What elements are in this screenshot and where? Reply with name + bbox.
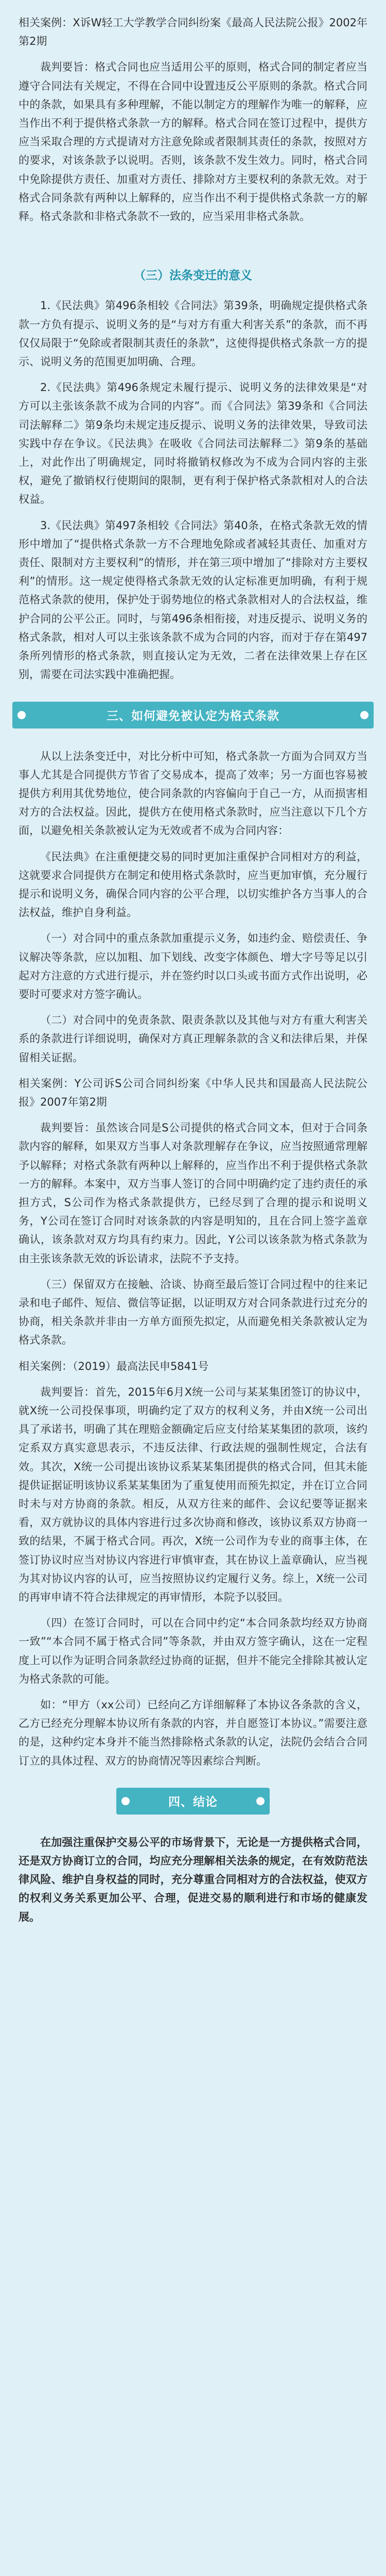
paragraph: 如：“甲方（xx公司）已经向乙方详细解释了本协议各条款的含义，乙方已经充分理解本协议所有条款的内容，并自愿签订本协议。”需要注意的是，这种约定本身并不能当然排除格式条款的认定，法院仍会结合合同订立的具体过程、双方的协商情况等因素综合判断。 <box>19 1699 367 1767</box>
paragraph: 裁判要旨：首先，2015年6月X统一公司与某某集团签订的协议中，就X统一公司投保事项，明确约定了双方的权利义务，并由X统一公司出具了承诺书，明确了其在理赔金额确定后应支付给某某集团的款项，该约定系双方真实意思表示，不违反法律、行政法规的强制性规定，合法有效。其次，X统一公司提出该协议系某某集团提供的格式合同，但其未能提供证据证明该协议系某某集团为了重复使用而预先拟定，并在订立合同时未与对方协商的条款。相反，从双方往来的邮件、会议纪要等证据来看，双方就协议的具体内容进行过多次协商和修改，该协议系双方协商一致的结果，不属于格式合同。再次，X统一公司作为专业的商事主体，在签订协议时应当对协议内容进行审慎审查，其在协议上盖章确认，应当视为其对协议内容的认可，应当按照协议约定履行义务。综上，X统一公司的再审申请不符合法律规定的再审情形，本院予以驳回。 <box>19 1385 367 1604</box>
paragraph: 1.《民法典》第496条相较《合同法》第39条，明确规定提供格式条款一方负有提示、说明义务的是“与对方有重大利害关系”的条款，而不再仅仅局限于“免除或者限制其责任的条款”，这使得提供格式条款一方的提示、说明义务的范围更加明确、合理。 <box>19 299 367 368</box>
section-case-x <box>19 13 367 251</box>
section-banner-avoid <box>12 702 374 728</box>
section-avoid <box>19 747 367 1770</box>
bullet-dot-icon <box>360 711 369 719</box>
paragraph: （一）对合同中的重点条款加重提示义务，如违约金、赔偿责任、争议解决等条款，应以加粗、加下划线、改变字体颜色、增大字号等足以引起对方注意的方式进行提示，并在签约时以口头或书面方式作出说明，必要时可要求对方签字确认。 <box>19 932 367 1001</box>
paragraph: （二）对合同中的免责条款、限责条款以及其他与对方有重大利害关系的条款进行详细说明，确保对方真正理解条款的含义和法律后果，并保留相关证据。 <box>19 1014 367 1064</box>
banner-title: 四、结论 <box>168 1795 218 1809</box>
section-significance <box>19 296 367 684</box>
paragraph: 从以上法条变迁中，对比分析中可知，格式条款一方面为合同双方当事人尤其是合同提供方节省了交易成本，提高了效率；另一方面也容易被提供方利用其优势地位，使合同条款的内容偏向于自己一方，从而损害相对方的合法权益。因此，提供方在使用格式条款时，应当注意以下几个方面，以避免相关条款被认定为无效或者不成为合同内容： <box>19 750 367 837</box>
paragraph: （四）在签订合同时，可以在合同中约定“本合同条款均经双方协商一致”“本合同不属于格式合同”等条款，并由双方签字确认，这在一定程度上可以作为证明合同条款经过协商的证据，但并不能完全排除其被认定为格式条款的可能。 <box>19 1617 367 1685</box>
heading-significance: （三）法条变迁的意义 <box>134 269 252 283</box>
paragraph: （三）保留双方在接触、洽谈、协商至最后签订合同过程中的往来记录和电子邮件、短信、微信等证据，以证明双方对合同条款进行过充分的协商，相关条款并非由一方单方面预先拟定，从而避免相关条款被认定为格式条款。 <box>19 1278 367 1347</box>
paragraph: 相关案例：Y公司诉S公司合同纠纷案《中华人民共和国最高人民法院公报》2007年第2期 <box>19 1077 367 1108</box>
paragraph: 相关案例：X诉W轻工大学教学合同纠纷案《最高人民法院公报》2002年第2期 <box>19 16 367 48</box>
paragraph: 3.《民法典》第497条相较《合同法》第40条，在格式条款无效的情形中增加了“提供格式条款一方不合理地免除或者减轻其责任、加重对方责任、限制对方主要权利”的情形，并在第三项中增加了“排除对方主要权利”的情形。这一规定使得格式条款无效的认定标准更加明确，有利于规范格式条款的使用，保护处于弱势地位的格式条款相对人的合法权益，维护合同的公平公正。同时，与第496条相衔接，对违反提示、说明义务的格式条款，相对人可以主张该条款不成为合同的内容，而对于存在第497条所列情形的格式条款，则直接认定为无效，二者在法律效果上存在区别，需要在司法实践中准确把握。 <box>19 519 367 681</box>
banner-title: 三、如何避免被认定为格式条款 <box>107 709 279 723</box>
paragraph: 《民法典》在注重便捷交易的同时更加注重保护合同相对方的利益，这就要求合同提供方在制定和使用格式条款时，应当更加审慎，充分履行提示和说明义务，确保合同内容的公平合理，以切实维护各方当事人的合法权益，维护自身利益。 <box>19 850 367 919</box>
section-conclusion <box>19 1833 367 1926</box>
bullet-dot-icon <box>256 1797 265 1805</box>
paragraph <box>19 233 367 251</box>
paragraph: 相关案例：（2019）最高法民申5841号 <box>19 1360 209 1372</box>
section-banner-conclusion <box>116 1788 270 1815</box>
paragraph: 2.《民法典》第496条规定未履行提示、说明义务的法律效果是“对方可以主张该条款不成为合同的内容”。而《合同法》第39条和《合同法司法解释二》第9条均未规定违反提示、说明义务的法律效果，导致司法实践中存在争议。《民法典》在吸收《合同法司法解释二》第9条的基础上，对此作出了明确规定，同时将撤销权修改为不成为合同内容的主张权，避免了撤销权行使期间的限制，更有利于保护格式条款相对人的合法权益。 <box>19 381 367 506</box>
bullet-dot-icon <box>17 711 26 719</box>
bullet-dot-icon <box>121 1797 130 1805</box>
paragraph: 在加强注重保护交易公平的市场背景下，无论是一方提供格式合同，还是双方协商订立的合同，均应充分理解相关法条的规定，在有效防范法律风险、维护自身权益的同时，充分尊重合同相对方的合法权益，使双方的权利义务关系更加公平、合理，促进交易的顺利进行和市场的健康发展。 <box>19 1836 367 1923</box>
paragraph: 裁判要旨：格式合同也应当适用公平的原则，格式合同的制定者应当遵守合同法有关规定，不得在合同中设置违反公平原则的条款。格式合同中的条款，如果具有多种理解，不能以制定方的理解作为唯一的解释，应当作出不利于提供格式条款一方的解释。格式合同在签订过程中，提供方应当采取合理的方式提请对方注意免除或者限制其责任的条款，按照对方的要求，对该条款予以说明。否则，该条款不发生效力。同时，格式合同中免除提供方责任、加重对方责任、排除对方主要权利的条款无效。对于格式合同条款有两种以上解释的，应当作出不利于提供格式条款一方的解释。格式条款和非格式条款不一致的，应当采用非格式条款。 <box>19 61 367 223</box>
paragraph: 裁判要旨：虽然该合同是S公司提供的格式合同文本，但对于合同条款内容的解释，如果双方当事人对条款理解存在争议，应当按照通常理解予以解释；对格式条款有两种以上解释的，应当作出不利于提供格式条款一方的解释。本案中，双方当事人签订的合同中明确约定了违约责任的承担方式，S公司作为格式条款提供方，已经尽到了合理的提示和说明义务，Y公司在签订合同时对该条款的内容是明知的，且在合同上签字盖章确认，该条款对双方均具有约束力。因此，Y公司以该条款为格式条款为由主张该条款无效的诉讼请求，法院不予支持。 <box>19 1122 367 1265</box>
